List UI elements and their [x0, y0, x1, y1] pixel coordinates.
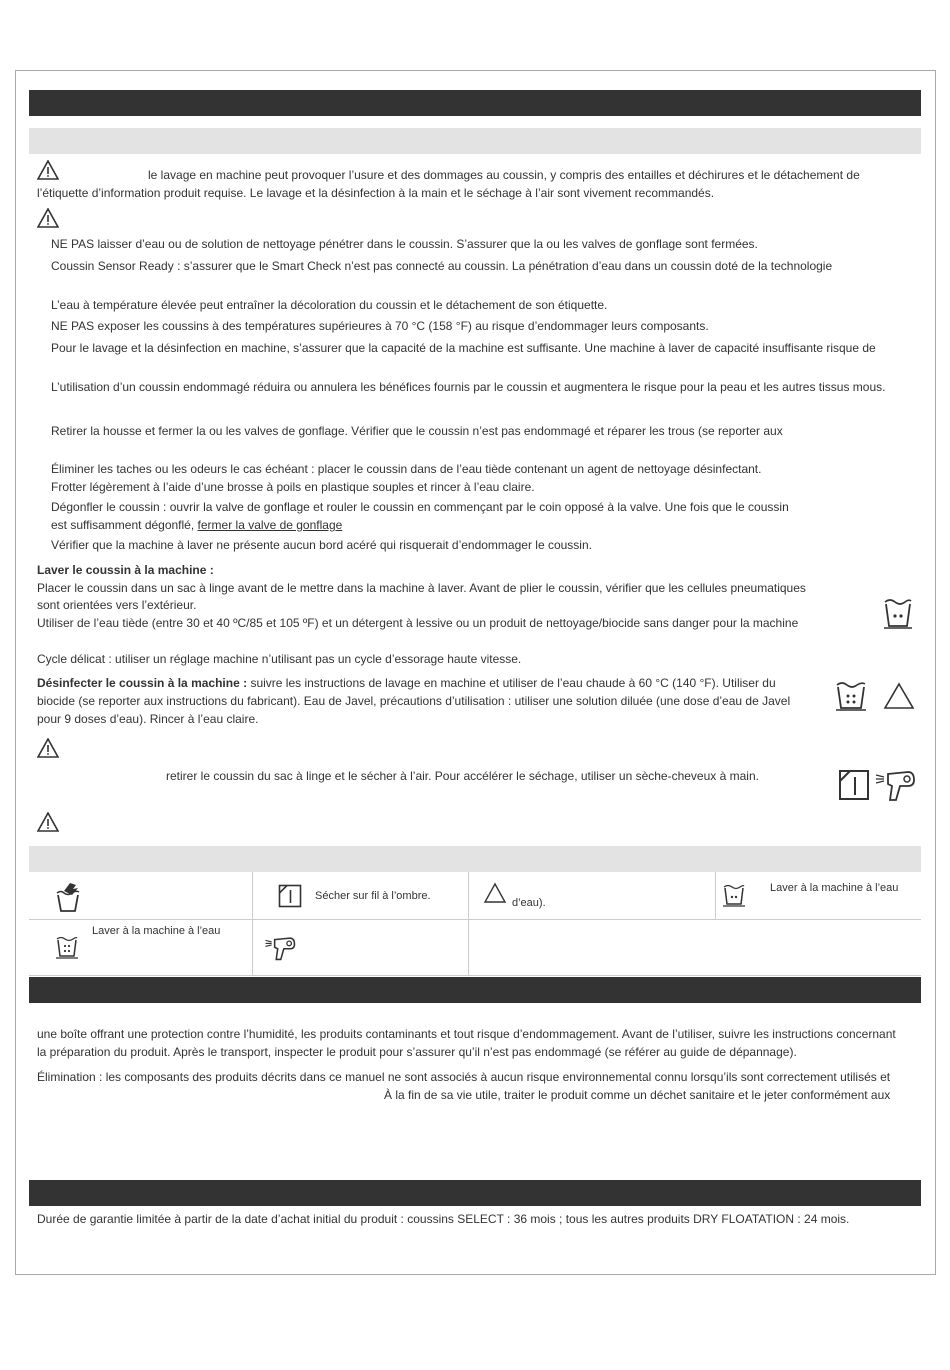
warning-icon [37, 208, 59, 228]
step-text: Éliminer les taches ou les odeurs le cas échéant : placer le coussin dans de l’eau tiède contenant un agent de nettoyage désinfectant. [51, 462, 762, 476]
machine-wash-30-icon [882, 596, 914, 630]
table-divider [252, 872, 253, 976]
subsection-header-bar [29, 128, 921, 154]
warning-text-line: l’étiquette d’information produit requise. Le lavage et la désinfection à la main et le séchage à l’air sont vivement recommandés. [37, 186, 715, 200]
dry-shade-icon [278, 884, 302, 908]
dry-text: retirer le coussin du sac à linge et le sécher à l’air. Pour accélérer le séchage, utiliser un sèche-cheveux à main. [166, 769, 759, 783]
warning-item: L’eau à température élevée peut entraîner la décoloration du coussin et le détachement de son étiquette. [51, 298, 608, 312]
symbol-label: Laver à la machine à l’eau [770, 882, 899, 894]
warning-icon [37, 160, 59, 180]
table-divider [468, 872, 469, 976]
bleach-triangle-icon [883, 682, 915, 710]
step-text-part: est suffisamment dégonflé, [51, 518, 195, 532]
section-header-bar [29, 90, 921, 116]
machine-wash-60-icon [55, 934, 79, 960]
warning-item: Pour le lavage et la désinfection en machine, s’assurer que la capacité de la machine est suffisante. Une machine à laver de capacité insuffisante risque de [51, 341, 876, 355]
warning-icon [37, 812, 59, 832]
hair-dryer-icon [264, 935, 296, 961]
symbols-header-bar [29, 846, 921, 872]
disinfect-text [37, 675, 776, 692]
warning-item: L’utilisation d’un coussin endommagé réduira ou annulera les bénéfices fournis par le coussin et augmentera le risque pour la peau et les autres tissus mous. [51, 380, 886, 394]
shipping-text: la préparation du produit. Après le transport, inspecter le produit pour s’assurer qu’il n’est pas endommagé (se référer au guide de dépannage). [37, 1045, 797, 1059]
hand-wash-icon [54, 881, 82, 913]
warning-item: NE PAS laisser d’eau ou de solution de nettoyage pénétrer dans le coussin. S’assurer que la ou les valves de gonflage sont fermées. [51, 237, 758, 251]
step-text [51, 517, 342, 534]
warning-item: NE PAS exposer les coussins à des températures supérieures à 70 °C (158 °F) au risque d’endommager leurs composants. [51, 319, 709, 333]
table-divider [29, 919, 921, 920]
shipping-text: une boîte offrant une protection contre l’humidité, les produits contaminants et tout risque d’endommagement. Avant de l’utiliser, suivre les instructions concernant [37, 1027, 896, 1041]
section-header-bar [29, 1180, 921, 1206]
step-text: Retirer la housse et fermer la ou les valves de gonflage. Vérifier que le coussin n’est pas endommagé et réparer les trous (se reporter aux [51, 424, 783, 438]
step-text: Dégonfler le coussin : ouvrir la valve de gonflage et rouler le coussin en commençant par le coin opposé à la valve. Une fois que le coussin [51, 500, 789, 514]
table-divider [29, 975, 921, 976]
step-text: Frotter légèrement à l’aide d’une brosse à poils en plastique souples et rincer à l’eau claire. [51, 480, 535, 494]
table-divider [715, 872, 716, 919]
machine-wash-text: Cycle délicat : utiliser un réglage machine n’utilisant pas un cycle d’essorage haute vitesse. [37, 652, 522, 666]
section-header-bar [29, 977, 921, 1003]
warning-text-line: le lavage en machine peut provoquer l’usure et des dommages au coussin, y compris des entailles et déchirures et le détachement de [148, 168, 860, 182]
bleach-triangle-icon [483, 882, 507, 904]
warranty-text: Durée de garantie limitée à partir de la date d’achat initial du produit : coussins SELECT : 36 mois ; tous les autres produits DRY FLOATATION : 24 mois. [37, 1212, 850, 1226]
warning-icon [37, 738, 59, 758]
symbol-label: d’eau). [512, 897, 546, 909]
disposal-text: Élimination : les composants des produits décrits dans ce manuel ne sont associés à aucun risque environnemental connu lorsqu’ils sont correctement utilisés et [37, 1070, 891, 1084]
disinfect-text: pour 9 doses d’eau). Rincer à l’eau claire. [37, 712, 259, 726]
warning-item: Coussin Sensor Ready : s’assurer que le Smart Check n’est pas connecté au coussin. La pénétration d’eau dans un coussin doté de la technologie [51, 259, 833, 273]
symbol-label: Sécher sur fil à l’ombre. [315, 890, 431, 902]
machine-wash-text: Utiliser de l’eau tiède (entre 30 et 40 ºC/85 et 105 ºF) et un détergent à lessive ou un produit de nettoyage/biocide sans danger pour la machine [37, 616, 799, 630]
machine-wash-heading: Laver le coussin à la machine : [37, 563, 214, 577]
machine-wash-30-icon [722, 882, 746, 908]
machine-wash-text: Placer le coussin dans un sac à linge avant de le mettre dans la machine à laver. Avant de plier le coussin, vérifier que les cellules pneumatiques [37, 581, 806, 595]
hair-dryer-icon [874, 768, 916, 802]
disinfect-text: biocide (se reporter aux instructions du fabricant). Eau de Javel, précautions d’utilisation : utiliser une solution diluée (une dose d’eau de Javel [37, 694, 791, 708]
close-valve-link[interactable]: fermer la valve de gonflage [197, 518, 343, 532]
machine-wash-60-icon [834, 680, 868, 712]
step-text: Vérifier que la machine à laver ne présente aucun bord acéré qui risquerait d’endommager le coussin. [51, 538, 592, 552]
disposal-text: À la fin de sa vie utile, traiter le produit comme un déchet sanitaire et le jeter conformément aux [384, 1088, 891, 1102]
disinfect-heading: Désinfecter le coussin à la machine : [37, 676, 248, 690]
symbol-label: Laver à la machine à l’eau [92, 925, 221, 937]
dry-shade-icon [838, 769, 870, 801]
machine-wash-text: sont orientées vers l’extérieur. [37, 598, 197, 612]
disinfect-text-part: suivre les instructions de lavage en machine et utiliser de l’eau chaude à 60 °C (140 °F). Utiliser du [250, 676, 776, 690]
